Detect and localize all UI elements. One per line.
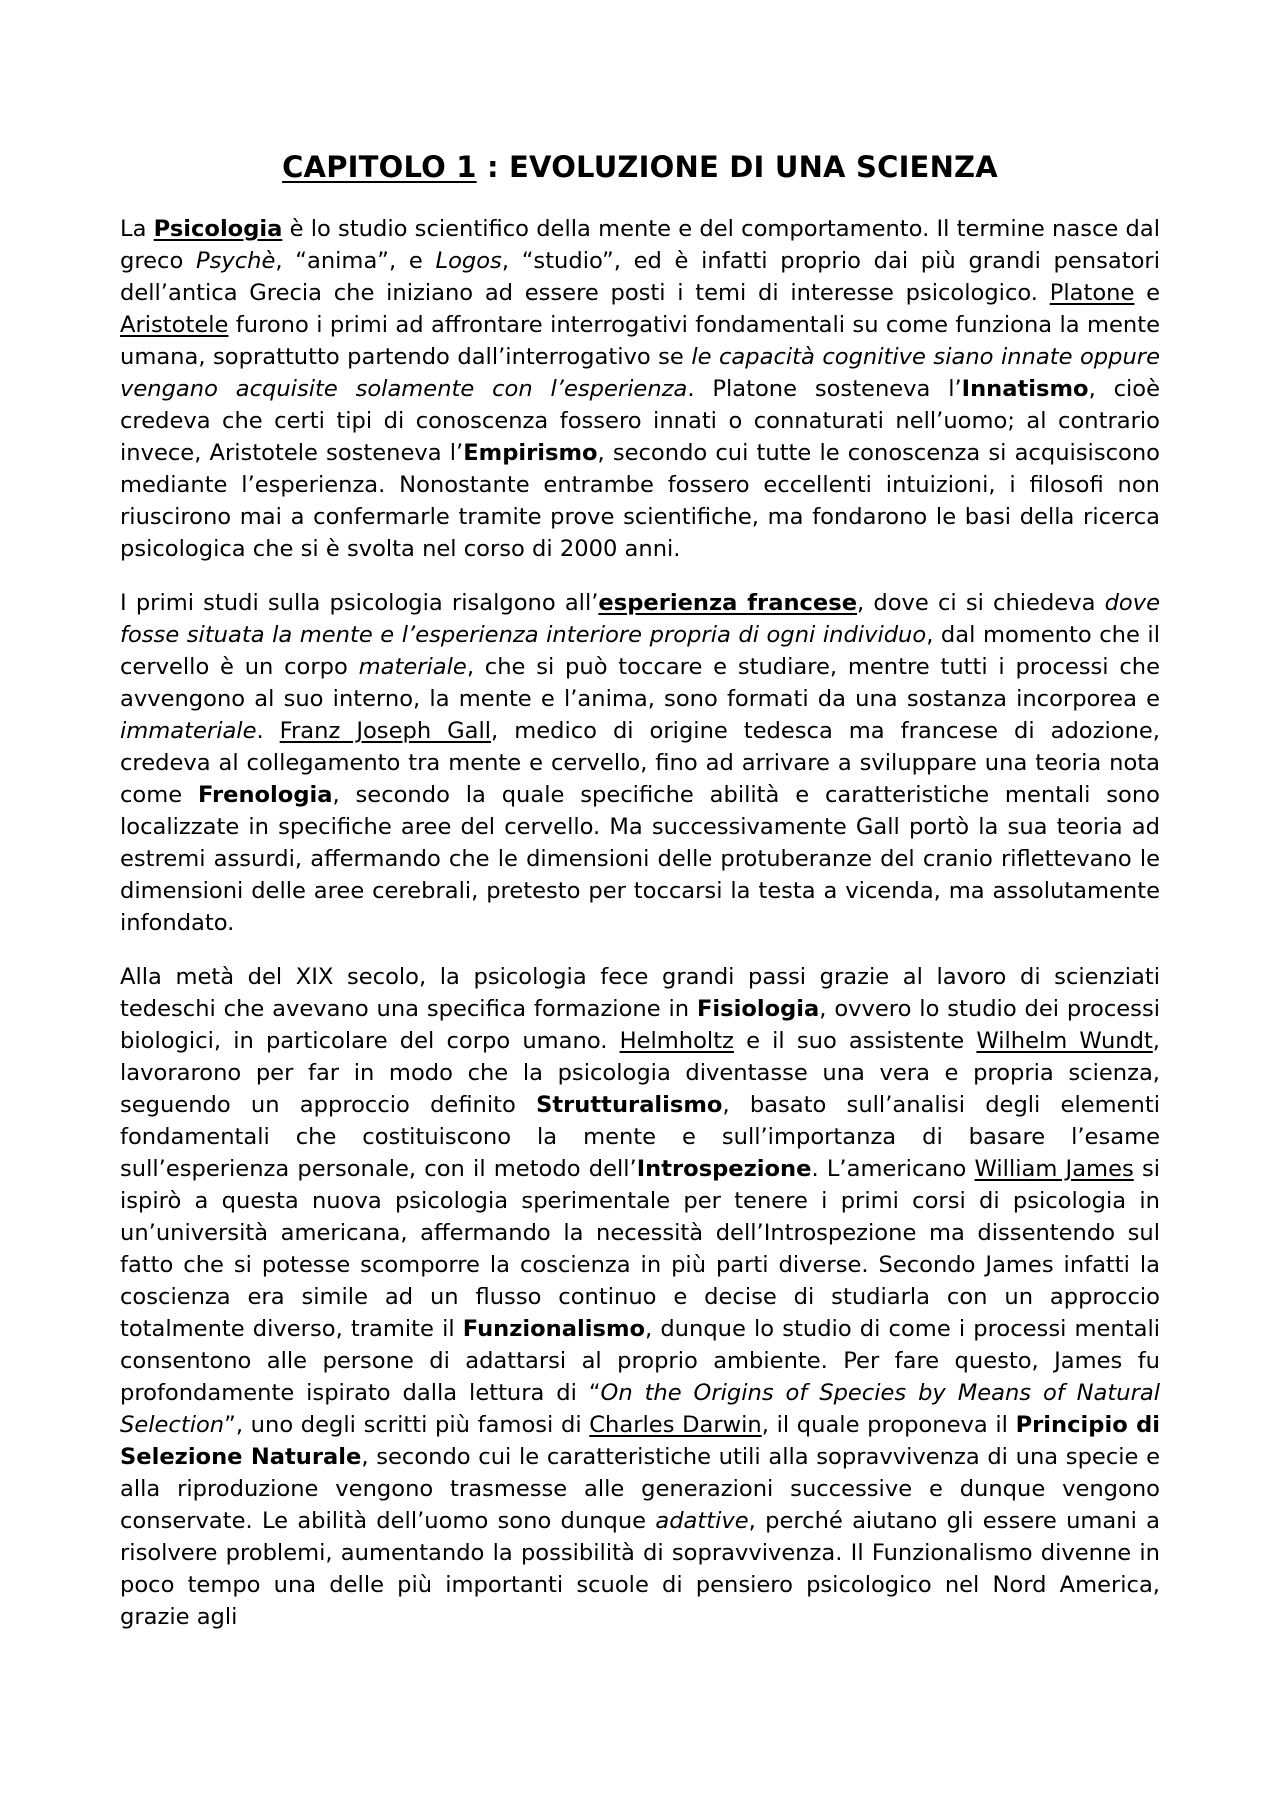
text-run: Logos: [435, 248, 502, 274]
paragraph-3: [120, 961, 1160, 1633]
text-run: , basato sull’analisi degli elementi fondamentali che costituiscono la mente e sull’importanza di basare l’esame sull’esperienza personale, con il metodo dell’: [120, 1092, 1160, 1182]
text-run: Frenologia: [198, 782, 333, 808]
text-run: , dal momento che il cervello è un corpo: [120, 622, 1160, 680]
text-run: William James: [974, 1156, 1134, 1182]
text-run: Principio di Selezione Naturale: [120, 1412, 1160, 1470]
text-run: Funzionalismo: [462, 1316, 646, 1342]
text-run: si ispirò a questa nuova psicologia sperimentale per tenere i primi corsi di psicologia in un’università americana, affermando la necessità dell’Introspezione ma dissentendo sul fatto che si potesse scomporre la coscienza in più parti diverse. Secondo James infatti la coscienza era simile ad un flusso continuo e decise di studiarla con un approccio totalmente diverso, tramite il: [120, 1156, 1160, 1342]
text-run: immateriale: [120, 718, 257, 744]
document-body: [120, 213, 1160, 1655]
text-run: Platone: [1049, 280, 1135, 306]
text-run: adattive: [655, 1508, 749, 1534]
text-run: è lo studio scientifico della mente e del comportamento. Il termine nasce dal greco: [120, 216, 1160, 274]
text-run: esperienza francese: [598, 590, 858, 616]
text-run: , medico di origine tedesca ma francese di adozione, credeva al collegamento tra mente e cervello, fino ad arrivare a sviluppare una teoria nota come: [120, 718, 1160, 808]
text-run: , secondo la quale specifiche abilità e caratteristiche mentali sono localizzate in specifiche aree del cervello. Ma successivamente Gall portò la sua teoria ad estremi assurdi, affermando che le dimensioni delle protuberanze del cranio riflettevano le dimensioni delle aree cerebrali, pretesto per toccarsi la testa a vicenda, ma assolutamente infondato.: [120, 782, 1160, 936]
text-run: , secondo cui le caratteristiche utili alla sopravvivenza di una specie e alla riproduzione vengono trasmesse alle generazioni successive e dunque vengono conservate. Le abilità dell’uomo sono dunque: [120, 1444, 1160, 1534]
text-run: Psychè: [195, 248, 276, 274]
text-run: , che si può toccare e studiare, mentre tutti i processi che avvengono al suo interno, la mente e l’anima, sono formati da una sostanza incorporea e: [120, 654, 1160, 712]
text-run: . Platone sosteneva l’: [687, 376, 962, 402]
text-run: , ovvero lo studio dei processi biologici, in particolare del corpo umano.: [120, 996, 1160, 1054]
text-run: Innatismo: [961, 376, 1089, 402]
text-run: Franz Joseph Gall: [279, 718, 492, 744]
text-run: Strutturalismo: [536, 1092, 723, 1118]
text-run: Charles Darwin: [589, 1412, 762, 1438]
chapter-number: CAPITOLO 1: [282, 150, 477, 184]
chapter-title: [0, 150, 1280, 184]
text-run: Helmholtz: [619, 1028, 734, 1054]
text-run: . L’americano: [811, 1156, 975, 1182]
text-run: furono i primi ad affrontare interrogativi fondamentali su come funziona la mente umana, soprattutto partendo dall’interrogativo se: [120, 312, 1160, 370]
text-run: .: [256, 718, 280, 744]
text-run: Aristotele: [120, 312, 229, 338]
text-run: , dove ci si chiedeva: [857, 590, 1105, 616]
text-run: , secondo cui tutte le conoscenza si acquisiscono mediante l’esperienza. Nonostante entrambe fossero eccellenti intuizioni, i filosofi non riuscirono mai a confermarle tramite prove scientifiche, ma fondarono le basi della ricerca psicologica che si è svolta nel corso di 2000 anni.: [120, 440, 1160, 562]
text-run: dove fosse situata la mente e l’esperienza interiore propria di ogni individuo: [120, 590, 1161, 648]
text-run: e: [1134, 280, 1160, 306]
text-run: Fisiologia: [696, 996, 820, 1022]
text-run: le capacità cognitive siano innate oppure vengano acquisite solamente con l’esperienza: [120, 344, 1160, 402]
text-run: Psicologia: [153, 216, 283, 242]
text-run: Wilhelm Wundt: [976, 1028, 1153, 1054]
text-run: La: [120, 216, 154, 242]
text-run: Empirismo: [463, 440, 598, 466]
text-run: I primi studi sulla psicologia risalgono all’: [120, 590, 599, 616]
text-run: , il quale proponeva il: [761, 1412, 1016, 1438]
text-run: , dunque lo studio di come i processi mentali consentono alle persone di adattarsi al proprio ambiente. Per fare questo, James fu profondamente ispirato dalla lettura di “: [120, 1316, 1161, 1406]
text-run: , lavorarono per far in modo che la psicologia diventasse una vera e propria scienza, seguendo un approccio definito: [120, 1028, 1160, 1118]
text-run: Introspezione: [636, 1156, 812, 1182]
chapter-heading: : EVOLUZIONE DI UNA SCIENZA: [476, 150, 998, 184]
text-run: , cioè credeva che certi tipi di conoscenza fossero innati o connaturati nell’uomo; al contrario invece, Aristotele sosteneva l’: [120, 376, 1160, 466]
text-run: materiale: [358, 654, 467, 680]
text-run: , “studio”, ed è infatti proprio dai più grandi pensatori dell’antica Grecia che iniziano ad essere posti i temi di interesse psicologico.: [120, 248, 1160, 306]
text-run: e il suo assistente: [733, 1028, 977, 1054]
text-run: On the Origins of Species by Means of Natural Selection: [120, 1380, 1160, 1438]
paragraph-1: [120, 213, 1160, 565]
text-run: ”, uno degli scritti più famosi di: [224, 1412, 590, 1438]
text-run: Alla metà del XIX secolo, la psicologia fece grandi passi grazie al lavoro di scienziati tedeschi che avevano una specifica formazione in: [120, 964, 1160, 1022]
text-run: , “anima”, e: [275, 248, 436, 274]
text-run: , perché aiutano gli essere umani a risolvere problemi, aumentando la possibilità di sopravvivenza. Il Funzionalismo divenne in poco tempo una delle più importanti scuole di pensiero psicologico nel Nord America, grazie agli: [120, 1508, 1160, 1630]
paragraph-2: [120, 587, 1160, 939]
